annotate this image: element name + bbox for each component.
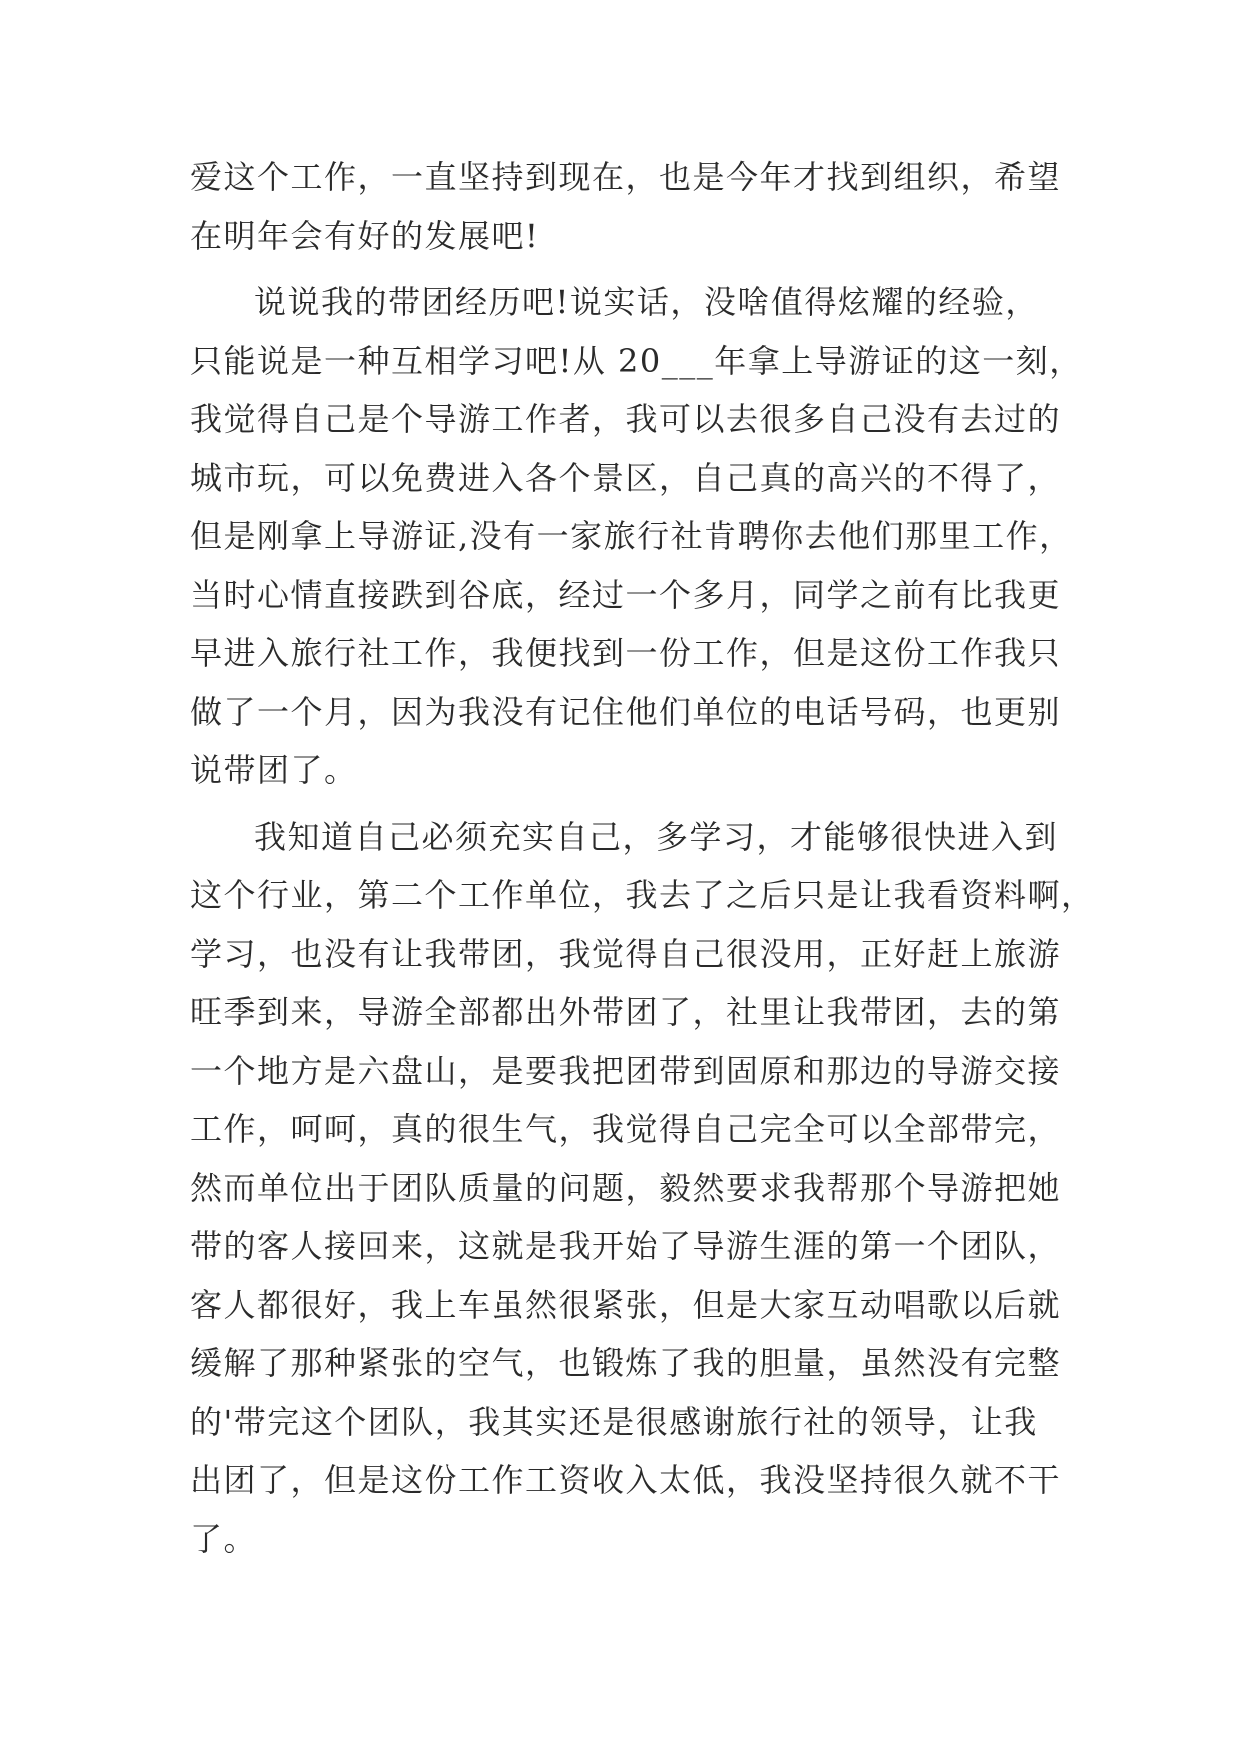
paragraph-line: 这个行业，第二个工作单位，我去了之后只是让我看资料啊， <box>190 876 1095 914</box>
paragraph-first-line: 说说我的带团经历吧!说实话，没啥值得炫耀的经验， <box>254 283 1039 321</box>
paragraph-line: 爱这个工作，一直坚持到现在，也是今年才找到组织，希望 <box>190 158 1062 196</box>
paragraph-line: 只能说是一种互相学习吧!从 20___年拿上导游证的这一刻， <box>190 341 1083 380</box>
paragraph-line: 早进入旅行社工作，我便找到一份工作，但是这份工作我只 <box>190 634 1062 672</box>
paragraph-line: 在明年会有好的发展吧! <box>190 216 540 255</box>
paragraph-line: 然而单位出于团队质量的问题，毅然要求我帮那个导游把她 <box>190 1168 1062 1207</box>
paragraph-line: 当时心情直接跌到谷底，经过一个多月，同学之前有比我更 <box>190 575 1062 614</box>
paragraph-line: 我觉得自己是个导游工作者，我可以去很多自己没有去过的 <box>190 400 1062 438</box>
paragraph-line: 了。 <box>190 1519 258 1558</box>
paragraph-line: 做了一个月，因为我没有记住他们单位的电话号码，也更别 <box>190 692 1062 731</box>
paragraph-2 <box>190 273 1083 800</box>
paragraph-line: 城市玩，可以免费进入各个景区，自己真的高兴的不得了， <box>190 458 1062 497</box>
document-body <box>190 148 1095 1568</box>
paragraph-line: 出团了，但是这份工作工资收入太低，我没坚持很久就不干 <box>190 1461 1062 1499</box>
paragraph-line: 一个地方是六盘山，是要我把团带到固原和那边的导游交接 <box>190 1051 1062 1090</box>
paragraph-line: 但是刚拿上导游证,没有一家旅行社肯聘你去他们那里工作， <box>190 517 1073 555</box>
paragraph-line: 说带团了。 <box>190 751 358 789</box>
paragraph-line: 的'带完这个团队，我其实还是很感谢旅行社的领导，让我 <box>190 1402 1038 1441</box>
paragraph-first-line: 我知道自己必须充实自己，多学习，才能够很快进入到 <box>254 817 1059 856</box>
paragraph-line: 缓解了那种紧张的空气，也锻炼了我的胆量，虽然没有完整 <box>190 1344 1062 1382</box>
paragraph-line: 工作，呵呵，真的很生气，我觉得自己完全可以全部带完， <box>190 1110 1062 1148</box>
paragraph-3 <box>190 808 1095 1569</box>
paragraph-line: 客人都很好，我上车虽然很紧张，但是大家互动唱歌以后就 <box>190 1285 1062 1324</box>
paragraph-line: 学习，也没有让我带团，我觉得自己很没用，正好赶上旅游 <box>190 934 1062 973</box>
paragraph-line: 带的客人接回来，这就是我开始了导游生涯的第一个团队， <box>190 1227 1062 1265</box>
paragraph-1 <box>190 148 1060 265</box>
paragraph-line: 旺季到来，导游全部都出外带团了，社里让我带团，去的第 <box>190 993 1062 1031</box>
